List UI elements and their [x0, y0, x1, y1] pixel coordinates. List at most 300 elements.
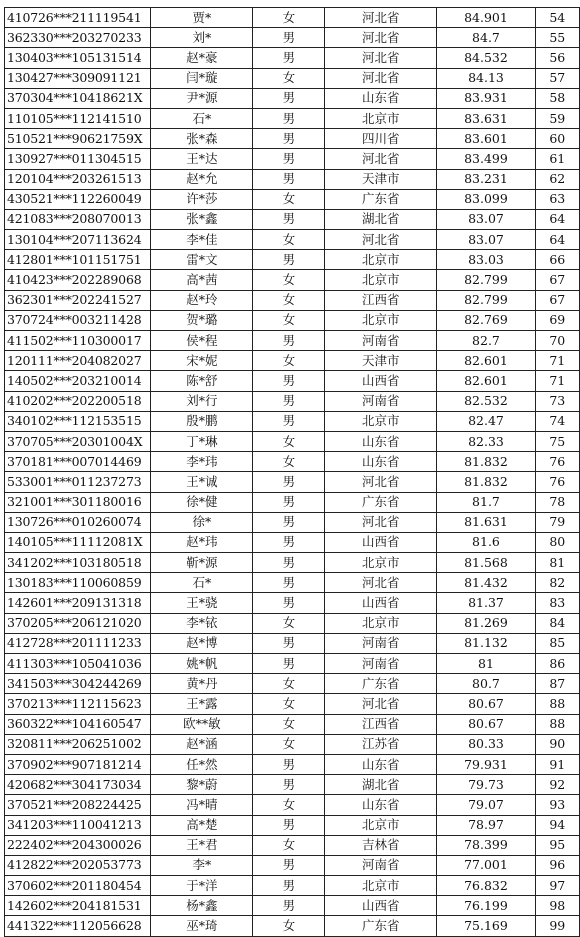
province-cell: 广东省 — [325, 189, 437, 209]
province-cell: 北京市 — [325, 553, 437, 573]
rank-cell: 88 — [535, 694, 579, 714]
province-cell: 北京市 — [325, 613, 437, 633]
rank-cell: 67 — [535, 290, 579, 310]
gender-cell: 男 — [253, 512, 325, 532]
gender-cell: 女 — [253, 674, 325, 694]
score-cell: 81.631 — [437, 512, 535, 532]
id-number-cell: 441322***112056628 — [5, 916, 151, 936]
gender-cell: 男 — [253, 411, 325, 431]
province-cell: 广东省 — [325, 492, 437, 512]
name-cell: 赵*博 — [151, 633, 253, 653]
score-cell: 84.532 — [437, 48, 535, 68]
score-cell: 84.13 — [437, 68, 535, 88]
rank-cell: 79 — [535, 512, 579, 532]
rank-cell: 97 — [535, 876, 579, 896]
id-number-cell: 370902***907181214 — [5, 754, 151, 774]
rank-cell: 83 — [535, 593, 579, 613]
id-number-cell: 140105***11112081X — [5, 532, 151, 552]
gender-cell: 女 — [253, 8, 325, 28]
gender-cell: 女 — [253, 613, 325, 633]
score-cell: 83.499 — [437, 149, 535, 169]
rank-cell: 84 — [535, 613, 579, 633]
table-row — [5, 613, 580, 633]
score-cell: 82.47 — [437, 411, 535, 431]
rank-cell: 66 — [535, 250, 579, 270]
table-row — [5, 734, 580, 754]
province-cell: 山东省 — [325, 452, 437, 472]
name-cell: 刘*行 — [151, 391, 253, 411]
id-number-cell: 340102***112153515 — [5, 411, 151, 431]
id-number-cell: 370213***112115623 — [5, 694, 151, 714]
name-cell: 雷*文 — [151, 250, 253, 270]
name-cell: 姚*帆 — [151, 654, 253, 674]
name-cell: 巫*琦 — [151, 916, 253, 936]
table-row — [5, 108, 580, 128]
province-cell: 四川省 — [325, 129, 437, 149]
name-cell: 徐*健 — [151, 492, 253, 512]
province-cell: 北京市 — [325, 876, 437, 896]
ranking-table-body — [5, 8, 580, 937]
rank-cell: 92 — [535, 775, 579, 795]
rank-cell: 71 — [535, 371, 579, 391]
score-cell: 81.568 — [437, 553, 535, 573]
id-number-cell: 412728***201111233 — [5, 633, 151, 653]
name-cell: 于*洋 — [151, 876, 253, 896]
gender-cell: 男 — [253, 654, 325, 674]
province-cell: 北京市 — [325, 411, 437, 431]
score-cell: 75.169 — [437, 916, 535, 936]
table-row — [5, 775, 580, 795]
name-cell: 闫*璇 — [151, 68, 253, 88]
province-cell: 山东省 — [325, 88, 437, 108]
table-row — [5, 391, 580, 411]
province-cell: 天津市 — [325, 169, 437, 189]
rank-cell: 76 — [535, 472, 579, 492]
gender-cell: 女 — [253, 795, 325, 815]
id-number-cell: 412801***101151751 — [5, 250, 151, 270]
table-row — [5, 8, 580, 28]
table-row — [5, 209, 580, 229]
gender-cell: 男 — [253, 472, 325, 492]
province-cell: 江苏省 — [325, 734, 437, 754]
id-number-cell: 420682***304173034 — [5, 775, 151, 795]
score-cell: 82.33 — [437, 431, 535, 451]
gender-cell: 男 — [253, 754, 325, 774]
name-cell: 王*诚 — [151, 472, 253, 492]
score-cell: 84.7 — [437, 28, 535, 48]
rank-cell: 80 — [535, 532, 579, 552]
gender-cell: 男 — [253, 633, 325, 653]
id-number-cell: 410423***202289068 — [5, 270, 151, 290]
table-row — [5, 472, 580, 492]
id-number-cell: 370205***206121020 — [5, 613, 151, 633]
province-cell: 广东省 — [325, 674, 437, 694]
id-number-cell: 410726***211119541 — [5, 8, 151, 28]
province-cell: 河南省 — [325, 654, 437, 674]
province-cell: 湖北省 — [325, 775, 437, 795]
id-number-cell: 120104***203261513 — [5, 169, 151, 189]
gender-cell: 女 — [253, 734, 325, 754]
rank-cell: 99 — [535, 916, 579, 936]
name-cell: 尹*源 — [151, 88, 253, 108]
rank-cell: 73 — [535, 391, 579, 411]
name-cell: 李*佳 — [151, 230, 253, 250]
table-row — [5, 68, 580, 88]
id-number-cell: 370304***10418621X — [5, 88, 151, 108]
name-cell: 王*达 — [151, 149, 253, 169]
table-row — [5, 28, 580, 48]
id-number-cell: 360322***104160547 — [5, 714, 151, 734]
rank-cell: 78 — [535, 492, 579, 512]
table-row — [5, 230, 580, 250]
rank-cell: 76 — [535, 452, 579, 472]
name-cell: 高*楚 — [151, 815, 253, 835]
province-cell: 湖北省 — [325, 209, 437, 229]
id-number-cell: 341203***110041213 — [5, 815, 151, 835]
id-number-cell: 412822***202053773 — [5, 855, 151, 875]
id-number-cell: 140502***203210014 — [5, 371, 151, 391]
province-cell: 北京市 — [325, 270, 437, 290]
table-row — [5, 149, 580, 169]
gender-cell: 男 — [253, 88, 325, 108]
gender-cell: 男 — [253, 371, 325, 391]
name-cell: 杨*鑫 — [151, 896, 253, 916]
table-row — [5, 694, 580, 714]
table-row — [5, 431, 580, 451]
rank-cell: 60 — [535, 129, 579, 149]
gender-cell: 男 — [253, 492, 325, 512]
name-cell: 赵*豪 — [151, 48, 253, 68]
id-number-cell: 130427***309091121 — [5, 68, 151, 88]
province-cell: 江西省 — [325, 714, 437, 734]
name-cell: 黎*蔚 — [151, 775, 253, 795]
score-cell: 79.73 — [437, 775, 535, 795]
name-cell: 赵*允 — [151, 169, 253, 189]
id-number-cell: 120111***204082027 — [5, 351, 151, 371]
id-number-cell: 362301***202241527 — [5, 290, 151, 310]
province-cell: 北京市 — [325, 310, 437, 330]
province-cell: 河北省 — [325, 68, 437, 88]
id-number-cell: 320811***206251002 — [5, 734, 151, 754]
gender-cell: 女 — [253, 310, 325, 330]
rank-cell: 63 — [535, 189, 579, 209]
gender-cell: 男 — [253, 250, 325, 270]
table-row — [5, 189, 580, 209]
score-cell: 81.832 — [437, 472, 535, 492]
province-cell: 山西省 — [325, 371, 437, 391]
score-cell: 76.832 — [437, 876, 535, 896]
gender-cell: 女 — [253, 452, 325, 472]
gender-cell: 男 — [253, 815, 325, 835]
province-cell: 山东省 — [325, 754, 437, 774]
name-cell: 丁*琳 — [151, 431, 253, 451]
gender-cell: 男 — [253, 48, 325, 68]
score-cell: 82.7 — [437, 331, 535, 351]
rank-cell: 87 — [535, 674, 579, 694]
name-cell: 欧**敏 — [151, 714, 253, 734]
id-number-cell: 130726***010260074 — [5, 512, 151, 532]
table-row — [5, 492, 580, 512]
rank-cell: 91 — [535, 754, 579, 774]
score-cell: 78.97 — [437, 815, 535, 835]
id-number-cell: 411303***105041036 — [5, 654, 151, 674]
score-cell: 77.001 — [437, 855, 535, 875]
score-cell: 83.601 — [437, 129, 535, 149]
score-cell: 81.832 — [437, 452, 535, 472]
score-cell: 78.399 — [437, 835, 535, 855]
rank-cell: 56 — [535, 48, 579, 68]
name-cell: 赵*涵 — [151, 734, 253, 754]
table-row — [5, 795, 580, 815]
id-number-cell: 110105***112141510 — [5, 108, 151, 128]
province-cell: 山东省 — [325, 431, 437, 451]
table-row — [5, 916, 580, 936]
score-cell: 83.03 — [437, 250, 535, 270]
table-row — [5, 553, 580, 573]
score-cell: 82.601 — [437, 351, 535, 371]
gender-cell: 女 — [253, 714, 325, 734]
rank-cell: 70 — [535, 331, 579, 351]
id-number-cell: 430521***112260049 — [5, 189, 151, 209]
score-cell: 80.7 — [437, 674, 535, 694]
rank-cell: 64 — [535, 209, 579, 229]
id-number-cell: 370705***20301004X — [5, 431, 151, 451]
province-cell: 山西省 — [325, 532, 437, 552]
rank-cell: 71 — [535, 351, 579, 371]
gender-cell: 男 — [253, 553, 325, 573]
gender-cell: 男 — [253, 169, 325, 189]
table-row — [5, 815, 580, 835]
table-row — [5, 310, 580, 330]
name-cell: 王*骁 — [151, 593, 253, 613]
gender-cell: 女 — [253, 68, 325, 88]
table-row — [5, 573, 580, 593]
gender-cell: 男 — [253, 532, 325, 552]
gender-cell: 女 — [253, 189, 325, 209]
score-cell: 83.231 — [437, 169, 535, 189]
rank-cell: 69 — [535, 310, 579, 330]
gender-cell: 男 — [253, 593, 325, 613]
score-cell: 81.37 — [437, 593, 535, 613]
rank-cell: 81 — [535, 553, 579, 573]
score-cell: 82.799 — [437, 270, 535, 290]
table-row — [5, 290, 580, 310]
gender-cell: 女 — [253, 431, 325, 451]
table-row — [5, 250, 580, 270]
province-cell: 广东省 — [325, 916, 437, 936]
province-cell: 河北省 — [325, 8, 437, 28]
score-cell: 81 — [437, 654, 535, 674]
ranking-table — [4, 7, 580, 937]
province-cell: 河北省 — [325, 48, 437, 68]
province-cell: 河北省 — [325, 472, 437, 492]
name-cell: 李*玮 — [151, 452, 253, 472]
table-row — [5, 129, 580, 149]
table-row — [5, 593, 580, 613]
name-cell: 赵*玲 — [151, 290, 253, 310]
name-cell: 侯*程 — [151, 331, 253, 351]
table-row — [5, 754, 580, 774]
province-cell: 北京市 — [325, 250, 437, 270]
id-number-cell: 370521***208224425 — [5, 795, 151, 815]
id-number-cell: 130927***011304515 — [5, 149, 151, 169]
id-number-cell: 370724***003211428 — [5, 310, 151, 330]
name-cell: 陈*舒 — [151, 371, 253, 391]
gender-cell: 男 — [253, 896, 325, 916]
gender-cell: 男 — [253, 391, 325, 411]
rank-cell: 57 — [535, 68, 579, 88]
rank-cell: 74 — [535, 411, 579, 431]
rank-cell: 82 — [535, 573, 579, 593]
gender-cell: 女 — [253, 694, 325, 714]
name-cell: 殷*鹏 — [151, 411, 253, 431]
score-cell: 79.07 — [437, 795, 535, 815]
rank-cell: 64 — [535, 230, 579, 250]
gender-cell: 女 — [253, 916, 325, 936]
name-cell: 贾* — [151, 8, 253, 28]
name-cell: 张*鑫 — [151, 209, 253, 229]
name-cell: 张*森 — [151, 129, 253, 149]
rank-cell: 85 — [535, 633, 579, 653]
name-cell: 许*莎 — [151, 189, 253, 209]
score-cell: 81.269 — [437, 613, 535, 633]
gender-cell: 女 — [253, 230, 325, 250]
province-cell: 河南省 — [325, 633, 437, 653]
province-cell: 山东省 — [325, 795, 437, 815]
table-row — [5, 633, 580, 653]
score-cell: 83.07 — [437, 209, 535, 229]
province-cell: 北京市 — [325, 108, 437, 128]
province-cell: 山西省 — [325, 896, 437, 916]
score-cell: 83.099 — [437, 189, 535, 209]
gender-cell: 男 — [253, 28, 325, 48]
table-row — [5, 331, 580, 351]
id-number-cell: 321001***301180016 — [5, 492, 151, 512]
score-cell: 82.532 — [437, 391, 535, 411]
province-cell: 河南省 — [325, 391, 437, 411]
name-cell: 王*君 — [151, 835, 253, 855]
gender-cell: 男 — [253, 876, 325, 896]
name-cell: 冯*晴 — [151, 795, 253, 815]
province-cell: 吉林省 — [325, 835, 437, 855]
name-cell: 王*露 — [151, 694, 253, 714]
rank-cell: 67 — [535, 270, 579, 290]
id-number-cell: 370602***201180454 — [5, 876, 151, 896]
province-cell: 河北省 — [325, 512, 437, 532]
table-row — [5, 512, 580, 532]
table-row — [5, 835, 580, 855]
gender-cell: 男 — [253, 129, 325, 149]
score-cell: 81.6 — [437, 532, 535, 552]
score-cell: 79.931 — [437, 754, 535, 774]
name-cell: 徐* — [151, 512, 253, 532]
id-number-cell: 533001***011237273 — [5, 472, 151, 492]
name-cell: 李* — [151, 855, 253, 875]
id-number-cell: 510521***90621759X — [5, 129, 151, 149]
id-number-cell: 421083***208070013 — [5, 209, 151, 229]
province-cell: 江西省 — [325, 290, 437, 310]
rank-cell: 54 — [535, 8, 579, 28]
gender-cell: 女 — [253, 351, 325, 371]
table-row — [5, 855, 580, 875]
score-cell: 80.33 — [437, 734, 535, 754]
table-row — [5, 351, 580, 371]
province-cell: 河北省 — [325, 694, 437, 714]
table-row — [5, 452, 580, 472]
name-cell: 刘* — [151, 28, 253, 48]
table-row — [5, 876, 580, 896]
gender-cell: 男 — [253, 149, 325, 169]
table-row — [5, 714, 580, 734]
id-number-cell: 142602***204181531 — [5, 896, 151, 916]
id-number-cell: 130104***207113624 — [5, 230, 151, 250]
gender-cell: 女 — [253, 835, 325, 855]
province-cell: 河北省 — [325, 230, 437, 250]
score-cell: 83.07 — [437, 230, 535, 250]
score-cell: 84.901 — [437, 8, 535, 28]
province-cell: 天津市 — [325, 351, 437, 371]
id-number-cell: 370181***007014469 — [5, 452, 151, 472]
province-cell: 北京市 — [325, 815, 437, 835]
table-row — [5, 371, 580, 391]
rank-cell: 59 — [535, 108, 579, 128]
score-cell: 82.601 — [437, 371, 535, 391]
score-cell: 81.432 — [437, 573, 535, 593]
gender-cell: 男 — [253, 573, 325, 593]
name-cell: 宋*妮 — [151, 351, 253, 371]
province-cell: 河北省 — [325, 573, 437, 593]
id-number-cell: 341503***304244269 — [5, 674, 151, 694]
gender-cell: 男 — [253, 855, 325, 875]
name-cell: 高*茜 — [151, 270, 253, 290]
name-cell: 石* — [151, 573, 253, 593]
rank-cell: 93 — [535, 795, 579, 815]
score-cell: 76.199 — [437, 896, 535, 916]
rank-cell: 75 — [535, 431, 579, 451]
score-cell: 82.799 — [437, 290, 535, 310]
table-row — [5, 654, 580, 674]
table-row — [5, 169, 580, 189]
id-number-cell: 341202***103180518 — [5, 553, 151, 573]
id-number-cell: 130403***105131514 — [5, 48, 151, 68]
score-cell: 81.132 — [437, 633, 535, 653]
table-row — [5, 674, 580, 694]
table-row — [5, 532, 580, 552]
rank-cell: 86 — [535, 654, 579, 674]
rank-cell: 96 — [535, 855, 579, 875]
score-cell: 83.931 — [437, 88, 535, 108]
rank-cell: 95 — [535, 835, 579, 855]
province-cell: 河南省 — [325, 331, 437, 351]
rank-cell: 62 — [535, 169, 579, 189]
name-cell: 赵*玮 — [151, 532, 253, 552]
table-row — [5, 270, 580, 290]
province-cell: 山西省 — [325, 593, 437, 613]
score-cell: 82.769 — [437, 310, 535, 330]
id-number-cell: 411502***110300017 — [5, 331, 151, 351]
table-row — [5, 896, 580, 916]
rank-cell: 90 — [535, 734, 579, 754]
gender-cell: 女 — [253, 290, 325, 310]
rank-cell: 88 — [535, 714, 579, 734]
rank-cell: 94 — [535, 815, 579, 835]
id-number-cell: 222402***204300026 — [5, 835, 151, 855]
gender-cell: 男 — [253, 209, 325, 229]
score-cell: 80.67 — [437, 714, 535, 734]
rank-cell: 61 — [535, 149, 579, 169]
name-cell: 李*铱 — [151, 613, 253, 633]
province-cell: 河北省 — [325, 28, 437, 48]
